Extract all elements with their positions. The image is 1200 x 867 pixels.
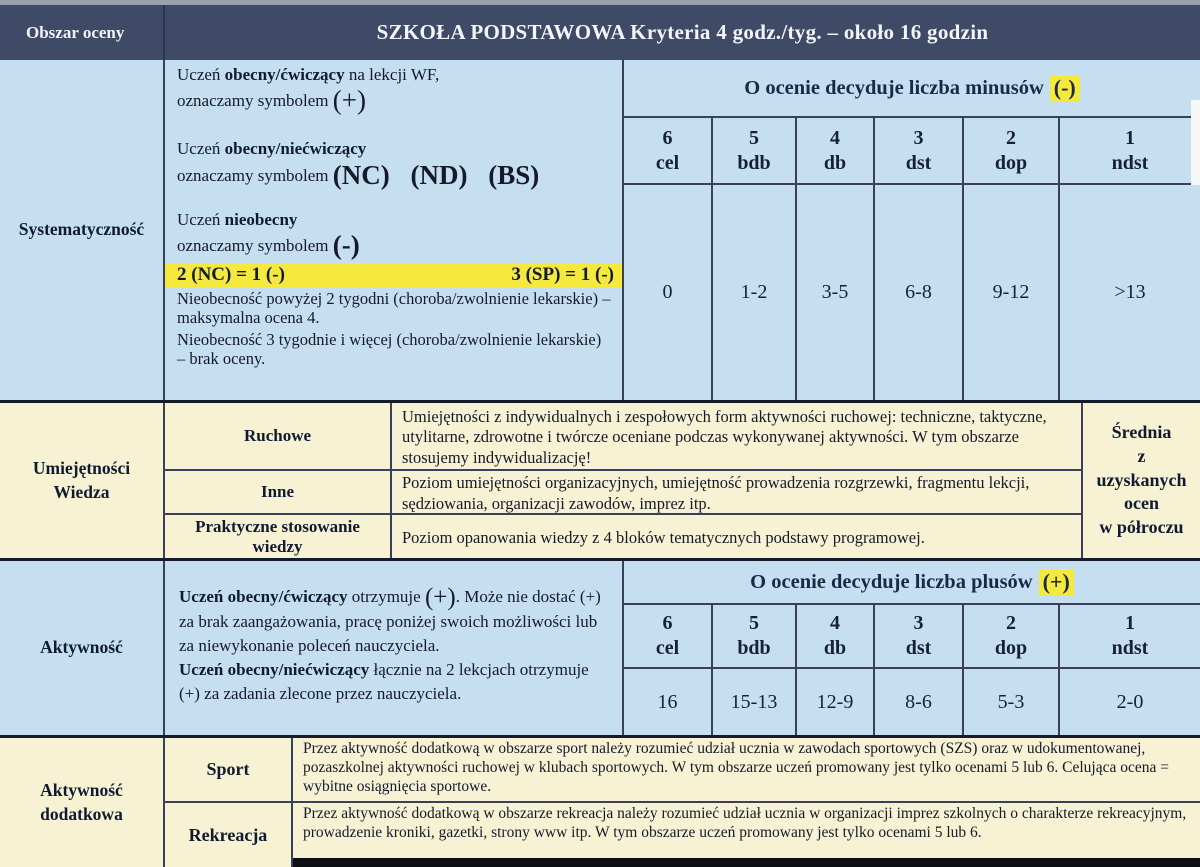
grade-column [795, 605, 873, 667]
rule-notexercising-symbol: oznaczamy symbolem (NC) (ND) (BS) [177, 159, 540, 190]
section-umiejetnosci-wiedza [0, 400, 1200, 558]
grade-value: >13 [1058, 185, 1200, 400]
absence-note-2: Nieobecność 3 tygodnie i więcej (choroba/zwolnienie lekarskie) – brak oceny. [177, 329, 602, 369]
grade-value: 3-5 [795, 185, 873, 400]
scan-edge-artifact [1191, 100, 1200, 185]
grade-abbr: dop [994, 151, 1028, 174]
grade-column [624, 605, 711, 667]
systematycznosc-rules [165, 60, 624, 400]
plus-symbol-highlight: (+) [1039, 569, 1074, 595]
subrow-label-sport: Sport [165, 738, 293, 801]
grade-column [711, 605, 795, 667]
grade-column [624, 118, 711, 183]
nc-nd-bs-symbols: (NC) (ND) (BS) [332, 159, 540, 190]
grade-number: 2 [1006, 126, 1016, 149]
grade-abbr: cel [655, 151, 680, 174]
minus-symbol-highlight: (-) [1050, 75, 1080, 101]
plus-table-title: O ocenie decyduje liczba plusów (+) [624, 561, 1200, 605]
grade-value: 8-6 [873, 669, 962, 735]
minus-table-values-row [624, 185, 1200, 400]
section-aktywnosc-dodatkowa [0, 735, 1200, 867]
grade-abbr: bdb [737, 637, 771, 659]
grade-value: 5-3 [962, 669, 1058, 735]
row-label-aktywnosc-dodatkowa: Aktywność dodatkowa [0, 738, 165, 867]
grade-value: 2-0 [1058, 669, 1200, 735]
plus-table-header-row [624, 605, 1200, 669]
section-aktywnosc [0, 558, 1200, 735]
grade-abbr: ndst [1111, 637, 1149, 659]
plus-symbol: (+) [332, 85, 366, 116]
rule-present-symbol: oznaczamy symbolem (+) [177, 85, 366, 116]
row-label-systematycznosc: Systematyczność [0, 60, 165, 400]
grade-value: 15-13 [711, 669, 795, 735]
row-label-umiejetnosci-wiedza: Umiejętności Wiedza [0, 403, 165, 558]
grade-column [962, 605, 1058, 667]
average-grade-note: Średnia z uzyskanych ocen w półroczu [1083, 403, 1200, 558]
header-area-label: Obszar oceny [0, 5, 165, 60]
subrow-label-praktyczne: Praktyczne stosowanie wiedzy [165, 515, 392, 558]
grade-column [873, 605, 962, 667]
subrow-desc-sport: Przez aktywność dodatkową w obszarze sport należy rozumieć udział ucznia w zawodach sportowych (SZS) oraz w udokumentowanej, pozaszkolnej aktywności ruchowej w klubach sportowych. W tym obszarze uczeń promowany jest tylko ocenami 5 lub 6. Celująca ocena = wybitne osiągnięcia sportowe. [303, 740, 1170, 795]
grade-number: 1 [1125, 126, 1135, 149]
conversion-nc: 2 (NC) = 1 (-) [177, 263, 285, 285]
table-row [165, 403, 1083, 469]
subrow-desc-inne: Poziom umiejętności organizacyjnych, umiejętność prowadzenia rozgrzewki, fragmentu lekcji, sędziowania, organizacji zawodów, imprez itp. [392, 471, 1083, 513]
aktywnosc-rules [165, 561, 624, 735]
dodatkowa-rows [165, 738, 1200, 867]
plus-table [624, 561, 1200, 735]
grade-abbr: dst [905, 637, 932, 659]
table-row [165, 738, 1200, 801]
grade-number: 4 [830, 612, 840, 634]
grade-number: 2 [1006, 612, 1016, 634]
minus-table-title: O ocenie decyduje liczba minusów (-) [624, 60, 1200, 118]
minus-table [624, 60, 1200, 400]
grade-value: 9-12 [962, 185, 1058, 400]
header-bar [0, 0, 1200, 60]
grade-number: 5 [749, 126, 759, 149]
plus-symbol: (+) [424, 584, 456, 611]
rule-absent: Uczeń nieobecny [177, 209, 298, 229]
conversion-rule-highlight [165, 263, 622, 287]
table-row [165, 513, 1083, 558]
umiejetnosci-rows [165, 403, 1083, 558]
grade-column [1058, 605, 1200, 667]
grade-column [1058, 118, 1200, 183]
grade-value: 12-9 [795, 669, 873, 735]
subrow-desc-ruchowe: Umiejętności z indywidualnych i zespołowych form aktywności ruchowej: techniczne, taktyczne, utylitarne, zdrowotne i twórcze oceniane podczas wykonywanej aktywności. W tym obszarze stosujemy indywidualizację! [392, 403, 1083, 469]
minus-table-header-row [624, 118, 1200, 185]
rule-plus-awarding: Uczeń obecny/ćwiczący otrzymuje (+). Może nie dostać (+) za brak zaangażowania, pracę poniżej swoich możliwości lub za niewykonanie poleceń nauczyciela. [179, 584, 601, 656]
subrow-label-inne: Inne [165, 471, 392, 513]
table-row [165, 469, 1083, 513]
grade-column [795, 118, 873, 183]
section-systematycznosc [0, 60, 1200, 400]
table-row [165, 801, 1200, 867]
grade-value: 0 [662, 281, 673, 303]
grade-abbr: db [823, 151, 847, 174]
grade-abbr: cel [655, 637, 680, 659]
conversion-sp: 3 (SP) = 1 (-) [511, 263, 614, 285]
subrow-label-ruchowe: Ruchowe [165, 403, 392, 469]
subrow-desc-rekreacja: Przez aktywność dodatkową w obszarze rekreacja należy rozumieć udział ucznia w organizacji imprez szkolnych o charakterze rekreacyjnym, prowadzenie kroniki, gazetki, strony www itp. W tym obszarze uczeń promowany jest tylko ocenami 5 lub 6. [293, 803, 1200, 867]
grade-number: 3 [913, 126, 924, 149]
grade-abbr: dst [905, 151, 932, 174]
grade-number: 1 [1125, 612, 1135, 634]
grade-abbr: ndst [1111, 151, 1149, 174]
absence-note-1: Nieobecność powyżej 2 tygodni (choroba/zwolnienie lekarskie) – maksymalna ocena 4. [177, 288, 611, 328]
grade-value: 1-2 [711, 185, 795, 400]
plus-table-values-row [624, 669, 1200, 735]
rule-present-notexercising: Uczeń obecny/niećwiczący [177, 139, 367, 159]
grade-abbr: db [823, 637, 847, 659]
grade-value: 16 [657, 690, 678, 713]
grade-number: 6 [662, 126, 673, 149]
grade-number: 3 [913, 612, 924, 634]
grade-abbr: bdb [737, 151, 771, 174]
grade-column [873, 118, 962, 183]
rule-plus-notexercising: Uczeń obecny/niećwiczący łącznie na 2 lekcjach otrzymuje (+) za zadania zlecone przez nauczyciela. [179, 660, 589, 704]
subrow-desc-praktyczne: Poziom opanowania wiedzy z 4 bloków tematycznych podstawy programowej. [392, 515, 1083, 558]
grade-abbr: dop [994, 637, 1028, 659]
grade-number: 5 [749, 612, 759, 634]
grade-column [962, 118, 1058, 183]
minus-symbol: (-) [332, 229, 360, 260]
subrow-label-rekreacja: Rekreacja [165, 803, 293, 867]
row-label-aktywnosc: Aktywność [0, 561, 165, 735]
grade-value: 6-8 [873, 185, 962, 400]
rule-absent-symbol: oznaczamy symbolem (-) [177, 229, 360, 260]
page-title: SZKOŁA PODSTAWOWA Kryteria 4 godz./tyg. – około 16 godzin [376, 20, 989, 44]
grade-number: 6 [662, 612, 673, 634]
rule-present-exercising: Uczeń obecny/ćwiczący na lekcji WF, [177, 65, 440, 84]
grade-number: 4 [830, 126, 840, 149]
grade-column [711, 118, 795, 183]
